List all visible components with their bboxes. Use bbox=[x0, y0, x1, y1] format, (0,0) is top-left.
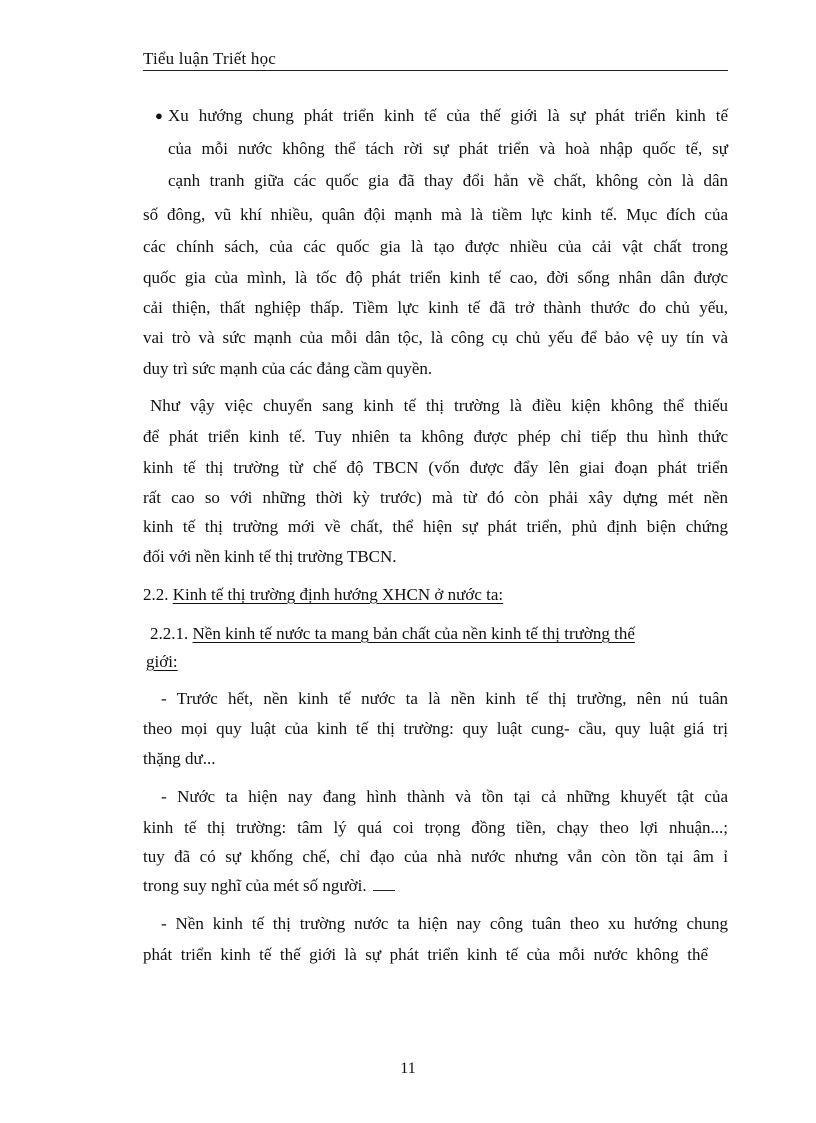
text-line: phát triển kinh tế thế giới là sự phát triển kinh tế của mỗi nước không thể bbox=[143, 945, 708, 964]
text-line bbox=[143, 876, 395, 896]
blank-line-mark bbox=[373, 878, 395, 891]
text-line: đối với nền kinh tế thị trường TBCN. bbox=[143, 547, 397, 566]
text-line: tuy đã có sự khống chế, chỉ đạo của nhà nước nhưng vẫn còn tồn tại âm ỉ bbox=[143, 847, 728, 866]
section-number: 2.2.1. bbox=[150, 624, 189, 643]
section-title: Nền kinh tế nước ta mang bản chất của nền kinh tế thị trường thế bbox=[192, 624, 635, 643]
text-line: kinh tế thị trường: tâm lý quá coi trọng đồng tiền, chạy theo lợi nhuận...; bbox=[143, 818, 728, 837]
section-heading-2-2-1 bbox=[150, 624, 728, 644]
text-line: để phát triển kinh tế. Tuy nhiên ta không được phép chỉ tiếp thu hình thức bbox=[143, 427, 728, 446]
section-title: Kinh tế thị trường định hướng XHCN ở nước ta: bbox=[172, 585, 504, 604]
text-line: theo mọi quy luật của kinh tế thị trường: quy luật cung- cầu, quy luật giá trị bbox=[143, 719, 728, 738]
text-line: - Nền kinh tế thị trường nước ta hiện nay công tuân theo xu hướng chung bbox=[161, 914, 728, 933]
text-line: cải thiện, thất nghiệp thấp. Tiềm lực kinh tế đã trở thành thước đo chủ yếu, bbox=[143, 298, 728, 317]
text-line: thặng dư... bbox=[143, 749, 216, 768]
text-line: các chính sách, của các quốc gia là tạo được nhiều của cải vật chất trong bbox=[143, 237, 728, 256]
page-number: 11 bbox=[400, 1060, 416, 1077]
section-title-continued: giới: bbox=[146, 652, 178, 671]
text-line: quốc gia của mình, là tốc độ phát triển kinh tế cao, đời sống nhân dân được bbox=[143, 268, 728, 287]
bullet-icon: ● bbox=[155, 108, 163, 123]
text-line: Như vậy việc chuyển sang kinh tế thị trường là điều kiện không thể thiếu bbox=[150, 396, 728, 415]
header-divider bbox=[143, 70, 728, 71]
text-line: của mỗi nước không thể tách rời sự phát triển và hoà nhập quốc tế, sự bbox=[168, 139, 728, 158]
text-line: kinh tế thị trường mới về chất, thể hiện sự phát triển, phủ định biện chứng bbox=[143, 517, 728, 536]
text-segment: trong suy nghĩ của mét số người. bbox=[143, 876, 367, 895]
text-line: vai trò và sức mạnh của mỗi dân tộc, là công cụ chủ yếu để bảo vệ uy tín và bbox=[143, 328, 728, 347]
section-number: 2.2. bbox=[143, 585, 169, 604]
text-line: duy trì sức mạnh của các đảng cầm quyền. bbox=[143, 359, 433, 378]
text-line: kinh tế thị trường từ chế độ TBCN (vốn được đẩy lên giai đoạn phát triển bbox=[143, 458, 728, 477]
text-line: rất cao so với những thời kỳ trước) mà từ đó còn phải xây dựng mét nền bbox=[143, 488, 728, 507]
text-line: - Nước ta hiện nay đang hình thành và tồn tại cả những khuyết tật của bbox=[161, 787, 728, 806]
text-line: cạnh tranh giữa các quốc gia đã thay đổi hẳn về chất, không còn là dân bbox=[168, 171, 728, 190]
text-line: số đông, vũ khí nhiều, quân đội mạnh mà là tiềm lực kinh tế. Mục đích của bbox=[143, 205, 728, 224]
section-heading-2-2 bbox=[143, 585, 503, 605]
text-line: Xu hướng chung phát triển kinh tế của thế giới là sự phát triển kinh tế bbox=[168, 106, 728, 125]
text-line: - Trước hết, nền kinh tế nước ta là nền kinh tế thị trường, nên nú tuân bbox=[161, 689, 728, 708]
page-header-title: Tiểu luận Triết học bbox=[143, 49, 277, 68]
